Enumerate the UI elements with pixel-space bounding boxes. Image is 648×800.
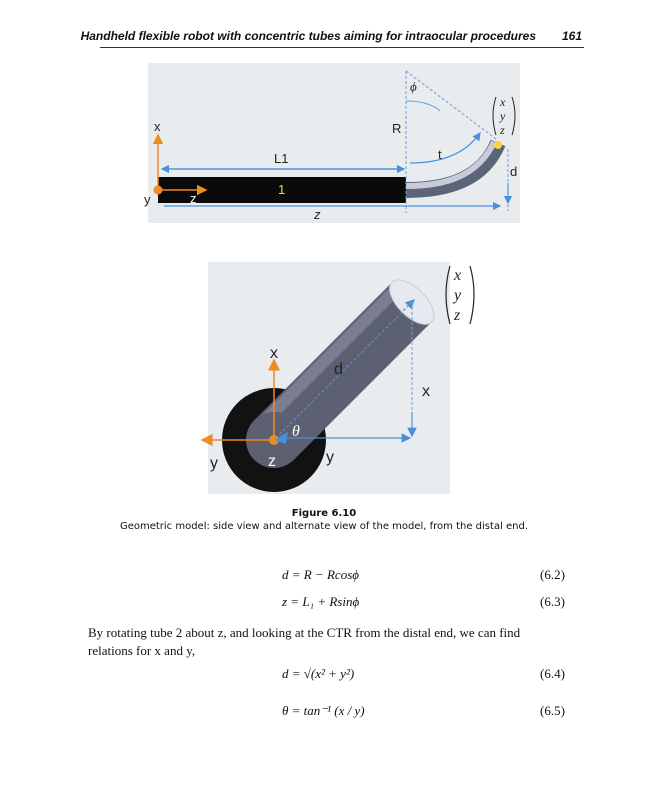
header-rule	[100, 47, 584, 48]
label-z-axis: z	[268, 453, 276, 470]
label-l1: L1	[274, 151, 289, 166]
equation-number: (6.5)	[540, 703, 565, 718]
label-z-axis: z	[314, 207, 321, 222]
vector-y: y	[454, 287, 462, 304]
vector-z: z	[500, 123, 505, 137]
vector-z: z	[454, 307, 461, 324]
vector-y: y	[500, 109, 506, 123]
equation-expression: θ = tan⁻¹ (x / y)	[282, 703, 365, 718]
label-y-distance: y	[326, 449, 334, 466]
vector-paren-right	[470, 266, 474, 324]
label-z-tip: z	[190, 191, 197, 206]
figure-distal-view	[196, 262, 486, 502]
page-number: 161	[561, 29, 582, 43]
tip-point	[494, 141, 502, 149]
origin-point	[154, 186, 163, 195]
label-y: y	[144, 192, 151, 207]
label-d: d	[510, 164, 518, 179]
equation-6-2	[0, 567, 648, 587]
label-r: R	[392, 121, 402, 136]
vector-x: x	[454, 267, 462, 284]
equation-6-4	[0, 666, 648, 686]
body-paragraph: By rotating tube 2 about z, and looking at the CTR from the distal end, we can find relations for x and y,	[88, 625, 521, 658]
running-header	[80, 25, 584, 47]
label-y-axis: y	[210, 455, 218, 472]
label-theta: θ	[292, 423, 300, 440]
equation-number: (6.4)	[540, 666, 565, 681]
label-x-axis: x	[270, 345, 278, 362]
label-x: x	[154, 119, 161, 134]
label-d: d	[334, 361, 343, 378]
equation-number: (6.3)	[540, 594, 565, 609]
label-t: t	[438, 147, 442, 162]
label-x-distance: x	[422, 383, 430, 400]
figure-caption: Geometric model: side view and alternate view of the model, from the distal end.	[119, 521, 529, 532]
equation-6-5	[0, 703, 648, 723]
vector-x: x	[500, 95, 506, 109]
figure-side-view	[144, 63, 520, 223]
equation-expression: d = R − Rcosϕ	[282, 567, 359, 582]
equation-6-3	[0, 594, 648, 614]
label-phi: ϕ	[410, 79, 417, 94]
running-title: Handheld flexible robot with concentric tubes aiming for intraocular procedures	[80, 29, 536, 43]
label-tube-1: 1	[278, 182, 286, 197]
equation-expression: z = L₁ + Rsinϕ	[282, 594, 360, 609]
equation-number: (6.2)	[540, 567, 565, 582]
figure-label: Figure 6.10	[291, 508, 357, 519]
equation-expression: d = √(x² + y²)	[282, 666, 355, 681]
